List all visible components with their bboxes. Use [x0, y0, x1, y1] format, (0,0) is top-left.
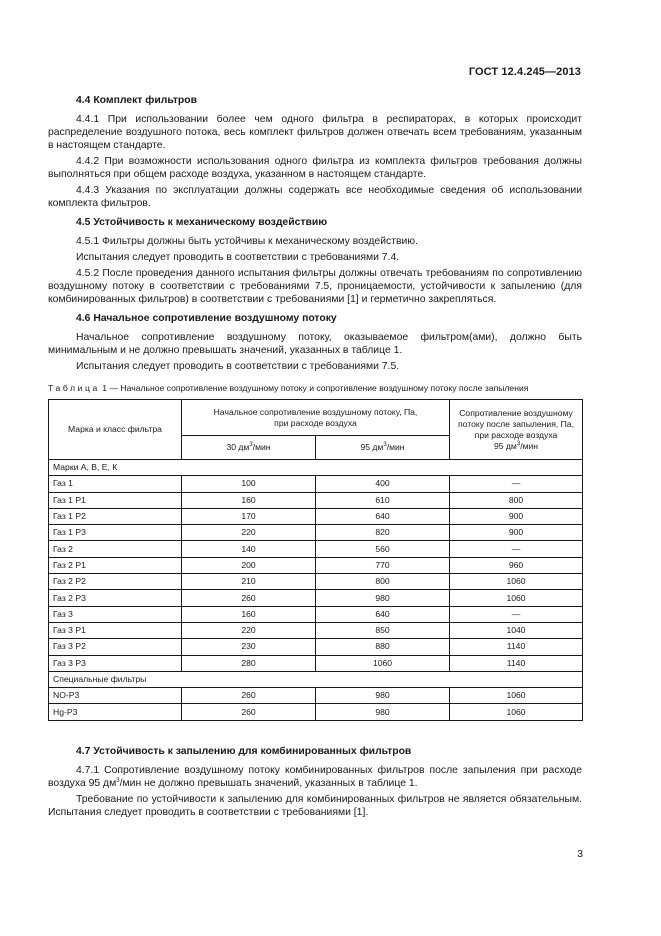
cell-initial-95: 980 — [316, 688, 450, 704]
table-row — [49, 492, 583, 508]
table-row — [49, 476, 583, 492]
section-4-4-heading: 4.4 Комплект фильтров — [76, 95, 197, 106]
cell-initial-30: 280 — [182, 655, 316, 671]
cell-filter-mark: NO-Р3 — [49, 688, 182, 704]
cell-initial-30: 260 — [182, 688, 316, 704]
cell-filter-mark: Газ 1 — [49, 476, 182, 492]
header-filter-mark: Марка и класс фильтра — [49, 400, 182, 460]
cell-filter-mark: Газ 1 Р3 — [49, 525, 182, 541]
cell-filter-mark: Газ 2 Р2 — [49, 574, 182, 590]
document-designation: ГОСТ 12.4.245—2013 — [468, 66, 581, 78]
cell-initial-95: 980 — [316, 590, 450, 606]
cell-filter-mark: Газ 2 Р3 — [49, 590, 182, 606]
section-4-7-heading: 4.7 Устойчивость к запылению для комбинированных фильтров — [76, 745, 412, 757]
group-row-special — [49, 671, 583, 687]
paragraph-4-7-2: Требование по устойчивости к запылению для комбинированных фильтров не является обязательным. Испытания следует проводить в соответствии с требованиями [1]. — [48, 793, 582, 818]
table-row — [49, 688, 583, 704]
table-row — [49, 639, 583, 655]
paragraph-4-5-2: 4.5.2 После проведения данного испытания фильтры должны отвечать требованиям по сопротивлению воздушному потоку в соответствии с требованиями 7.5, проницаемости, устойчивости к запылению (для комбинированных фильтров) в соответствии с требованиями [1] и герметично закрепляться. — [48, 268, 582, 305]
cell-initial-95: 640 — [316, 508, 450, 524]
group-row-abek — [49, 460, 583, 476]
paragraph-4-6-1: Начальное сопротивление воздушному потоку, оказываемое фильтром(ами), должно быть минимальным и не должно превышать значений, указанных в таблице 1. — [48, 332, 582, 356]
table-row — [49, 606, 583, 622]
cell-initial-30: 170 — [182, 508, 316, 524]
cell-initial-30: 220 — [182, 622, 316, 638]
cell-initial-95: 980 — [316, 704, 450, 720]
cell-initial-95: 820 — [316, 525, 450, 541]
cell-initial-95: 880 — [316, 639, 450, 655]
cell-filter-mark: Газ 3 — [49, 606, 182, 622]
cell-initial-30: 260 — [182, 590, 316, 606]
paragraph-4-6-2: Испытания следует проводить в соответствии с требованиями 7.5. — [76, 361, 400, 372]
cell-filter-mark: Газ 1 Р2 — [49, 508, 182, 524]
cell-filter-mark: Hg-Р3 — [49, 704, 182, 720]
cell-after-dusting-95: — — [450, 476, 583, 492]
section-4-6-heading: 4.6 Начальное сопротивление воздушному потоку — [76, 313, 337, 324]
cell-after-dusting-95: 900 — [450, 525, 583, 541]
table-caption — [48, 383, 582, 394]
paragraph-4-4-1: 4.4.1 При использовании более чем одного фильтра в респираторах, в которых происходит распределение воздушного потока, весь комплект фильтров должен отвечать всем требованиям, указанным в настоящем стандарте. — [48, 114, 582, 151]
paragraph-4-7-1: 4.7.1 Сопротивление воздушному потоку комбинированных фильтров после запыления при расходе воздуха 95 $дм^3$/мин не должно превышать значений, указанных в таблице 1. — [48, 764, 582, 789]
cell-initial-95: 560 — [316, 541, 450, 557]
cell-after-dusting-95: 900 — [450, 508, 583, 524]
table-row — [49, 704, 583, 720]
cell-initial-30: 200 — [182, 557, 316, 573]
cell-initial-30: 100 — [182, 476, 316, 492]
table-row — [49, 541, 583, 557]
paragraph-4-4-2: 4.4.2 При возможности использования одного фильтра из комплекта фильтров требования должны выполняться при общем расходе воздуха, указанном в настоящем стандарте. — [48, 156, 582, 180]
cell-initial-30: 230 — [182, 639, 316, 655]
cell-after-dusting-95: 800 — [450, 492, 583, 508]
cell-initial-95: 400 — [316, 476, 450, 492]
table-row — [49, 590, 583, 606]
header-after-dusting-unit: 95 $дм^3$/мин — [493, 440, 539, 451]
group-label: Специальные фильтры — [49, 671, 583, 687]
cell-initial-95: 770 — [316, 557, 450, 573]
cell-filter-mark: Газ 2 Р1 — [49, 557, 182, 573]
table-row — [49, 557, 583, 573]
cell-initial-30: 260 — [182, 704, 316, 720]
header-after-dusting-text: Сопротивление воздушному потоку после запыления, Па, при расходе воздуха — [458, 407, 574, 440]
table-caption-text: 1 — Начальное сопротивление воздушному потоку и сопротивление воздушному потоку после запыления — [102, 383, 529, 393]
table-row — [49, 525, 583, 541]
cell-initial-30: 160 — [182, 606, 316, 622]
page-content — [48, 94, 582, 822]
table-row — [49, 574, 583, 590]
paragraph-4-5-1: 4.5.1 Фильтры должны быть устойчивы к механическому воздействию. — [76, 236, 418, 247]
cell-initial-95: 640 — [316, 606, 450, 622]
header-after-dusting — [450, 400, 583, 460]
section-4-5-heading: 4.5 Устойчивость к механическому воздействию — [76, 217, 328, 228]
cell-after-dusting-95: 1060 — [450, 704, 583, 720]
cell-after-dusting-95: 960 — [450, 557, 583, 573]
cell-after-dusting-95: 1060 — [450, 574, 583, 590]
cell-after-dusting-95: — — [450, 606, 583, 622]
table-row — [49, 655, 583, 671]
cell-initial-95: 850 — [316, 622, 450, 638]
cell-filter-mark: Газ 2 — [49, 541, 182, 557]
cell-after-dusting-95: 1140 — [450, 655, 583, 671]
table-caption-word: Таблица — [48, 383, 100, 393]
cell-after-dusting-95: 1140 — [450, 639, 583, 655]
cell-initial-95: 800 — [316, 574, 450, 590]
cell-initial-30: 160 — [182, 492, 316, 508]
cell-after-dusting-95: 1040 — [450, 622, 583, 638]
resistance-table — [48, 399, 583, 721]
table-body — [49, 460, 583, 721]
cell-initial-30: 220 — [182, 525, 316, 541]
cell-initial-95: 610 — [316, 492, 450, 508]
cell-filter-mark: Газ 3 Р1 — [49, 622, 182, 638]
paragraph-4-5-1-test: Испытания следует проводить в соответствии с требованиями 7.4. — [76, 252, 400, 263]
cell-initial-95: 1060 — [316, 655, 450, 671]
cell-initial-30: 140 — [182, 541, 316, 557]
header-30-flow: 30 $дм^3$/мин — [182, 436, 316, 460]
group-label: Марки А, В, Е, К — [49, 460, 583, 476]
cell-after-dusting-95: 1060 — [450, 688, 583, 704]
header-initial-resistance: Начальное сопротивление воздушному потоку, Па, при расходе воздуха — [182, 400, 450, 436]
paragraph-4-4-3: 4.4.3 Указания по эксплуатации должны содержать все необходимые сведения об использовании комплекта фильтров. — [48, 185, 582, 209]
cell-after-dusting-95: 1060 — [450, 590, 583, 606]
cell-filter-mark: Газ 1 Р1 — [49, 492, 182, 508]
cell-filter-mark: Газ 3 Р2 — [49, 639, 182, 655]
header-95-flow: 95 $дм^3$/мин — [316, 436, 450, 460]
page-number: 3 — [577, 849, 583, 860]
table-row — [49, 622, 583, 638]
table-row — [49, 508, 583, 524]
cell-after-dusting-95: — — [450, 541, 583, 557]
cell-filter-mark: Газ 3 Р3 — [49, 655, 182, 671]
cell-initial-30: 210 — [182, 574, 316, 590]
